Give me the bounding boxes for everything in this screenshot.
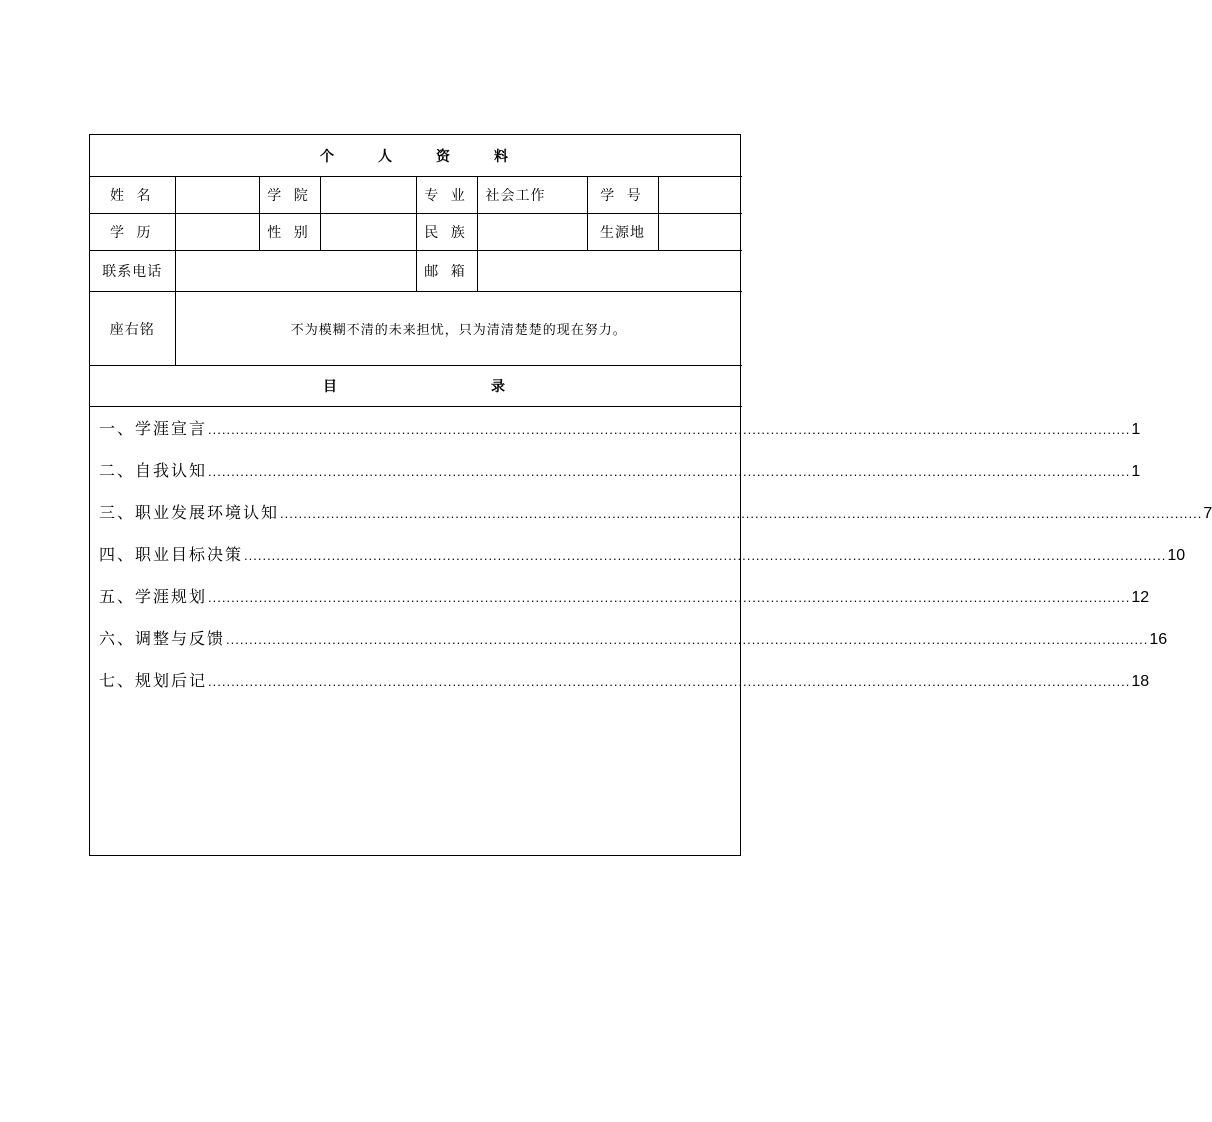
name-label: 姓 名: [90, 177, 175, 214]
toc-leader-dots: ........................................................................................................................................................................................................: [208, 422, 1131, 437]
gender-value[interactable]: [320, 214, 416, 251]
major-label: 专 业: [416, 177, 477, 214]
motto-value[interactable]: 不为模糊不清的未来担忧，只为清清楚楚的现在努力。: [175, 292, 742, 366]
toc-item-label: 五、学涯规划: [99, 587, 208, 606]
toc-item-label: 四、职业目标决策: [99, 545, 244, 564]
toc-item-label: 三、职业发展环境认知: [99, 503, 280, 522]
toc-item-page: 1: [1131, 463, 1141, 480]
toc-item-page: 10: [1167, 547, 1186, 564]
toc-item-page: 18: [1131, 673, 1150, 690]
toc-title-char: 目: [323, 379, 341, 395]
toc-item[interactable]: [99, 450, 1141, 492]
toc-leader-dots: ........................................................................................................................................................................................................: [244, 548, 1167, 563]
toc-item-page: 7: [1203, 505, 1212, 522]
phone-label: 联系电话: [90, 251, 175, 292]
origin-label: 生源地: [587, 214, 658, 251]
education-value[interactable]: [175, 214, 259, 251]
profile-title-char: 个: [320, 148, 338, 165]
name-value[interactable]: [175, 177, 259, 214]
major-value[interactable]: 社会工作: [477, 177, 587, 214]
college-label: 学 院: [259, 177, 320, 214]
student-id-value[interactable]: [658, 177, 742, 214]
toc-item[interactable]: [99, 534, 1186, 576]
toc-item[interactable]: [99, 618, 1168, 660]
toc-item-page: 16: [1149, 631, 1168, 648]
toc-leader-dots: ........................................................................................................................................................................................................: [208, 464, 1131, 479]
toc-item[interactable]: [99, 660, 1150, 702]
education-label: 学 历: [90, 214, 175, 251]
toc-title: [90, 366, 742, 407]
toc-leader-dots: ........................................................................................................................................................................................................: [280, 506, 1203, 521]
document-frame: [89, 134, 1212, 856]
email-label: 邮 箱: [416, 251, 477, 292]
toc-item-page: 1: [1131, 421, 1141, 438]
toc-item[interactable]: [99, 492, 1212, 534]
profile-table: [90, 135, 742, 407]
motto-label: 座右铭: [90, 292, 175, 366]
toc-leader-dots: ........................................................................................................................................................................................................: [226, 632, 1149, 647]
student-id-label: 学 号: [587, 177, 658, 214]
toc-item[interactable]: [99, 576, 1150, 618]
toc-item-page: 12: [1131, 589, 1150, 606]
toc-item-label: 一、学涯宣言: [99, 419, 208, 438]
table-of-contents: [90, 408, 1212, 702]
college-value[interactable]: [320, 177, 416, 214]
gender-label: 性 别: [259, 214, 320, 251]
phone-value[interactable]: [175, 251, 416, 292]
email-value[interactable]: [477, 251, 742, 292]
toc-leader-dots: ........................................................................................................................................................................................................: [208, 674, 1131, 689]
ethnicity-label: 民 族: [416, 214, 477, 251]
origin-value[interactable]: [658, 214, 742, 251]
toc-item[interactable]: [99, 408, 1141, 450]
toc-item-label: 七、规划后记: [99, 671, 208, 690]
profile-title-char: 资: [436, 148, 454, 165]
toc-leader-dots: ........................................................................................................................................................................................................: [208, 590, 1131, 605]
ethnicity-value[interactable]: [477, 214, 587, 251]
toc-title-char: 录: [491, 379, 509, 395]
profile-title-char: 料: [494, 148, 512, 165]
profile-title: [90, 135, 742, 177]
toc-item-label: 二、自我认知: [99, 461, 208, 480]
toc-item-label: 六、调整与反馈: [99, 629, 226, 648]
profile-title-char: 人: [378, 148, 396, 165]
